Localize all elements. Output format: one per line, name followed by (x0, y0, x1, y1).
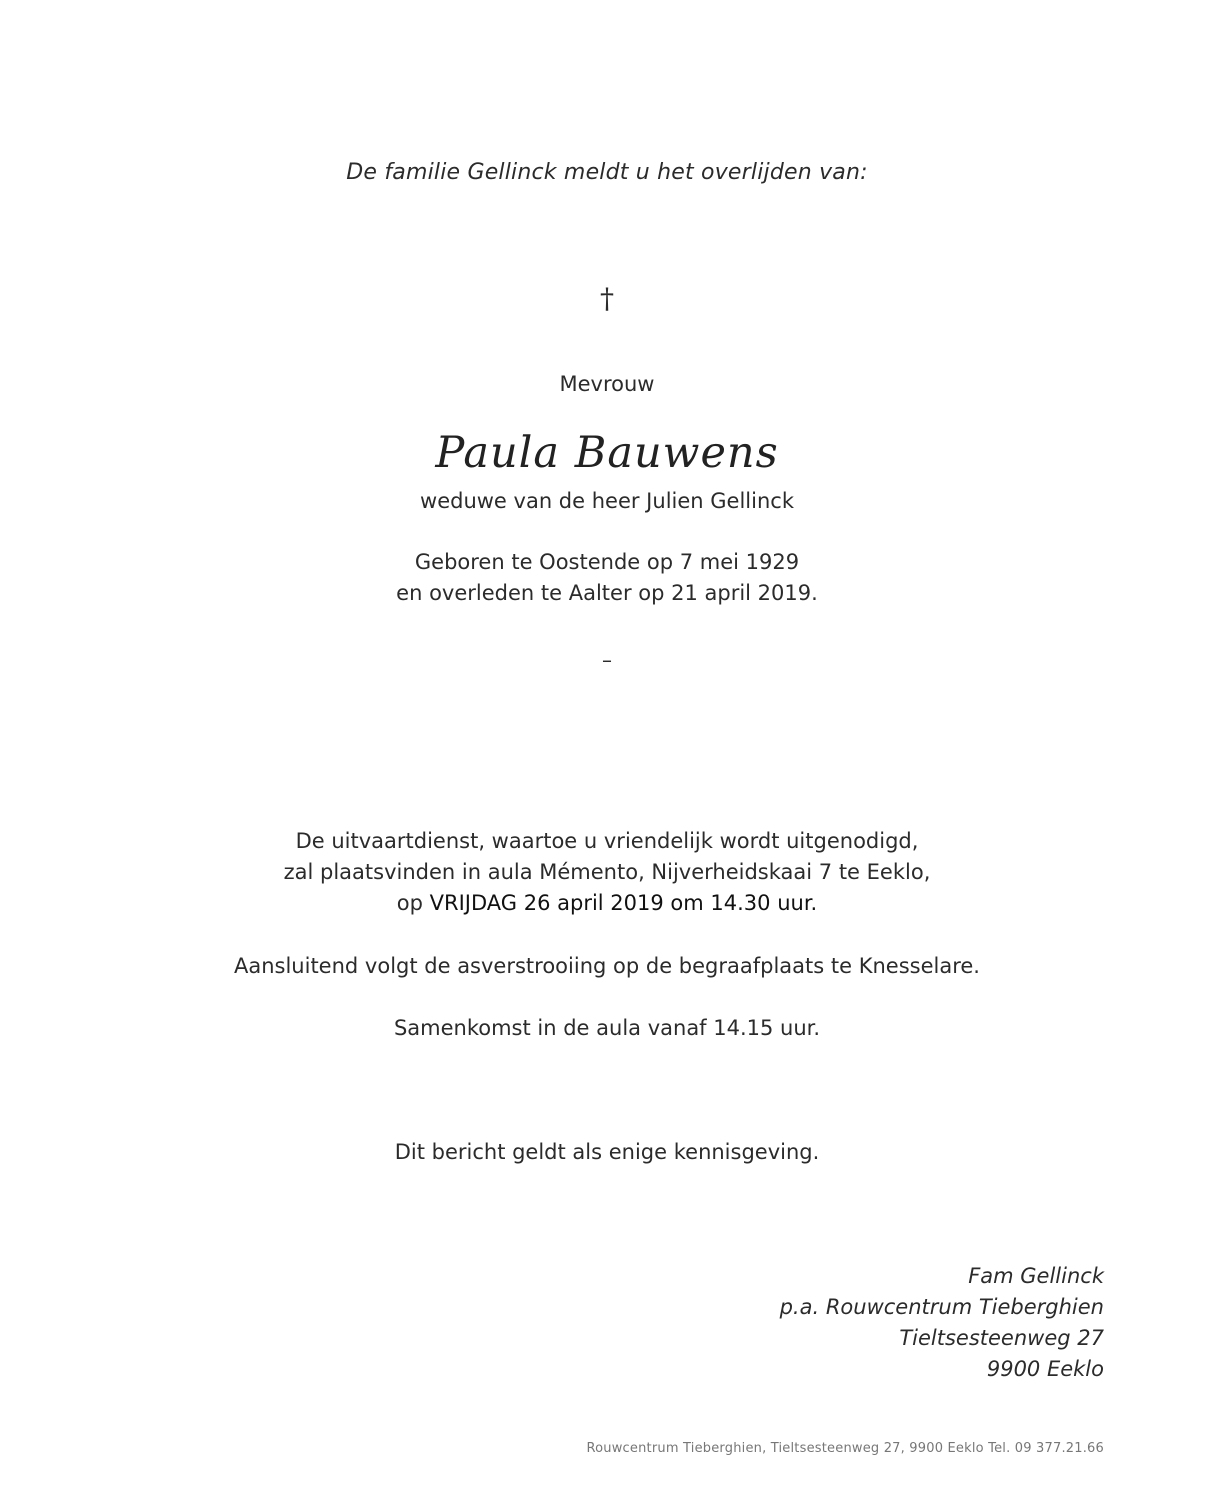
service-location-line: zal plaatsvinden in aula Mémento, Nijverheidskaai 7 te Eeklo, (283, 860, 931, 884)
intro-text: De familie Gellinck meldt u het overlijden van: (346, 160, 868, 185)
contact-street: Tieltsesteenweg 27 (899, 1326, 1104, 1350)
gathering-line: Samenkomst in de aula vanaf 14.15 uur. (393, 1016, 821, 1040)
funeral-home-footer: Rouwcentrum Tieberghien, Tieltsesteenweg 27, 9900 Eeklo Tel. 09 377.21.66 (586, 1441, 1104, 1456)
ash-scattering-line: Aansluitend volgt de asverstrooiing op de begraafplaats te Knesselare. (233, 954, 980, 978)
death-line: en overleden te Aalter op 21 april 2019. (396, 581, 818, 605)
deceased-title: Mevrouw (559, 372, 655, 396)
service-invitation-line: De uitvaartdienst, waartoe u vriendelijk wordt uitgenodigd, (295, 829, 919, 853)
contact-family: Fam Gellinck (968, 1264, 1104, 1288)
deceased-name: Paula Bauwens (435, 428, 779, 478)
notice-line: Dit bericht geldt als enige kennisgeving. (394, 1140, 820, 1164)
contact-city: 9900 Eeklo (986, 1357, 1104, 1381)
contact-care-of: p.a. Rouwcentrum Tieberghien (779, 1295, 1104, 1319)
cross-icon: † (600, 282, 614, 315)
service-datetime-line (0, 888, 1214, 919)
separator-dash: – (602, 648, 612, 672)
service-datetime-prefix: op (396, 891, 430, 915)
birth-line: Geboren te Oostende op 7 mei 1929 (414, 550, 800, 574)
service-datetime: VRIJDAG 26 april 2019 om 14.30 uur. (429, 891, 818, 915)
relationship-line: weduwe van de heer Julien Gellinck (420, 489, 794, 513)
